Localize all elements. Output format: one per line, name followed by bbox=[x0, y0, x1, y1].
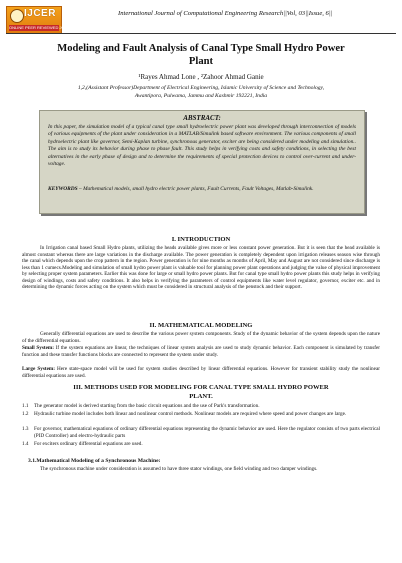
methods-heading bbox=[0, 384, 402, 401]
list-item-text: For governor, mathematical equations of ordinary differential equations representing the dynamic behavior are used. Here the regulator consists of two parts electrical (PID Controller) and electro-hydraulic parts bbox=[34, 426, 380, 439]
abstract-heading: ABSTRACT: bbox=[183, 114, 221, 122]
title-line-1: Modeling and Fault Analysis of Canal Type Small Hydro Power bbox=[57, 43, 345, 54]
intro-paragraph: In Irrigation canal based Small Hydro plants, utilizing the heads available gives more or less constant power generation. But it is seen that the head available is almost constant whereas there are large variations in the discharge available. The power generation is completely dependent upon irrigation releases season wise through the canal which depends upon the crop pattern in the region. Power generation is for nine months as months of April, May and August are not considered since discharge is less than 1 cumecs.Modeling and simulation of small hydro power plant is valuable tool for planning power plant operations and judging the value of physical improvement by selecting proper system parameters. Earlier this was done for large or small hydro power plants. But for canal type small hydro power plants this study helps in verifying design of windings, costs and safety conditions. It also helps in verifying the parameters of control equipments like water level regulator, governor, exciter etc. and in determining the dynamic forces acting on the system which must be considered in structural analysis of the penstock and their support. bbox=[22, 245, 380, 290]
keywords bbox=[48, 186, 356, 193]
abstract-text: In this paper, the simulation model of a typical canal type small hydroelectric power plant was developed through interconnection of models of various equipments of the plant under consideration in a MATLAB/Simulink based software environment. The various components of small hydroelectric plant like governor, Semi-Kaplan turbine, synchronous generator, exciter are being considered under modeling and simulation.. The aim is to study its behavior during phase to phase fault. This study helps in verifying costs and safety conditions, in selecting the best alternatives in the early phase of design and to determine the requirements of special protection devices to control over-current and under-voltage. bbox=[48, 124, 356, 168]
list-item-text: Hydraulic turbine model includes both linear and nonlinear control methods. Nonlinear models are required where speed and power changes are large. bbox=[34, 411, 347, 417]
affiliation-line-1: 1,2,(Assistant Professor)Department of Electrical Engineering, Islamic University of Science and Technology, bbox=[77, 85, 325, 91]
list-item-number: 1.1 bbox=[22, 403, 29, 409]
journal-header: International Journal of Computational Engineering Research||Vol, 03||Issue, 6|| bbox=[118, 10, 333, 17]
keywords-label: KEYWORDS bbox=[48, 186, 78, 192]
math-paragraph: Generally differential equations are used to describe the various power system components. Study of the dynamic behavior of the system depends upon the nature of the differential equations. bbox=[22, 331, 380, 344]
math-heading: II. MATHEMATICAL MODELING bbox=[149, 322, 253, 329]
header-divider bbox=[6, 33, 396, 34]
small-system-paragraph bbox=[22, 345, 380, 358]
list-item-number: 1.2 bbox=[22, 411, 29, 417]
methods-heading-line-1: III. METHODS USED FOR MODELING FOR CANAL TYPE SMALL HYDRO POWER bbox=[73, 384, 329, 391]
affiliation bbox=[30, 84, 372, 100]
list-item-text: The generator model is derived starting from the basic circuit equations and the use of Park's transformation. bbox=[34, 403, 260, 409]
large-system-paragraph bbox=[22, 366, 380, 379]
small-system-text: If the system equations are linear, the techniques of linear system analysis are used to study dynamic behavior. Each component is simulated by transfer function and these transfer functions blocks are connected to represent the system under study. bbox=[22, 345, 380, 358]
logo-name: IJCER bbox=[24, 8, 56, 19]
intro-heading: I. INTRODUCTION bbox=[171, 236, 231, 243]
subsection-heading: 3.1.Mathematical Modeling of a Synchronous Machine: bbox=[28, 458, 161, 464]
authors: ¹Rayes Ahmad Lone , ²Zahoor Ahmad Ganie bbox=[138, 73, 264, 81]
methods-heading-line-2: PLANT. bbox=[189, 392, 213, 400]
list-item bbox=[22, 403, 380, 410]
list-item bbox=[22, 411, 380, 418]
small-system-label: Small System: bbox=[22, 345, 54, 351]
large-system-text: Here state-space model will be used for system studies described by linear differential equations. However for transient stability study the nonlinear differential equations are used. bbox=[22, 366, 380, 379]
list-item-number: 1.4 bbox=[22, 441, 29, 447]
keywords-text: – Mathematical models, small hydro electric power plants, Fault Currents, Fault Voltages, Matlab-Simulink. bbox=[77, 186, 314, 192]
logo-emblem-icon bbox=[10, 9, 24, 23]
abstract-box bbox=[39, 110, 365, 214]
list-item-text: For exciters ordinary differential equations are used. bbox=[34, 441, 143, 447]
large-system-label: Large System: bbox=[22, 366, 55, 372]
logo-strip: ONLINE PEER REVIEWED JOURNAL bbox=[9, 25, 79, 30]
list-item bbox=[22, 426, 380, 439]
affiliation-line-2: Awantipora, Pulwama, Jammu and Kashmir 192221, India bbox=[134, 93, 268, 99]
journal-logo bbox=[6, 6, 79, 34]
list-item-number: 1.3 bbox=[22, 426, 29, 432]
subsection-paragraph: The synchronous machine under consideration is assumed to have three stator windings, one field winding and two damper windings. bbox=[40, 466, 318, 472]
paper-title bbox=[20, 42, 382, 68]
list-item bbox=[22, 441, 380, 448]
title-line-2: Plant bbox=[188, 56, 214, 67]
